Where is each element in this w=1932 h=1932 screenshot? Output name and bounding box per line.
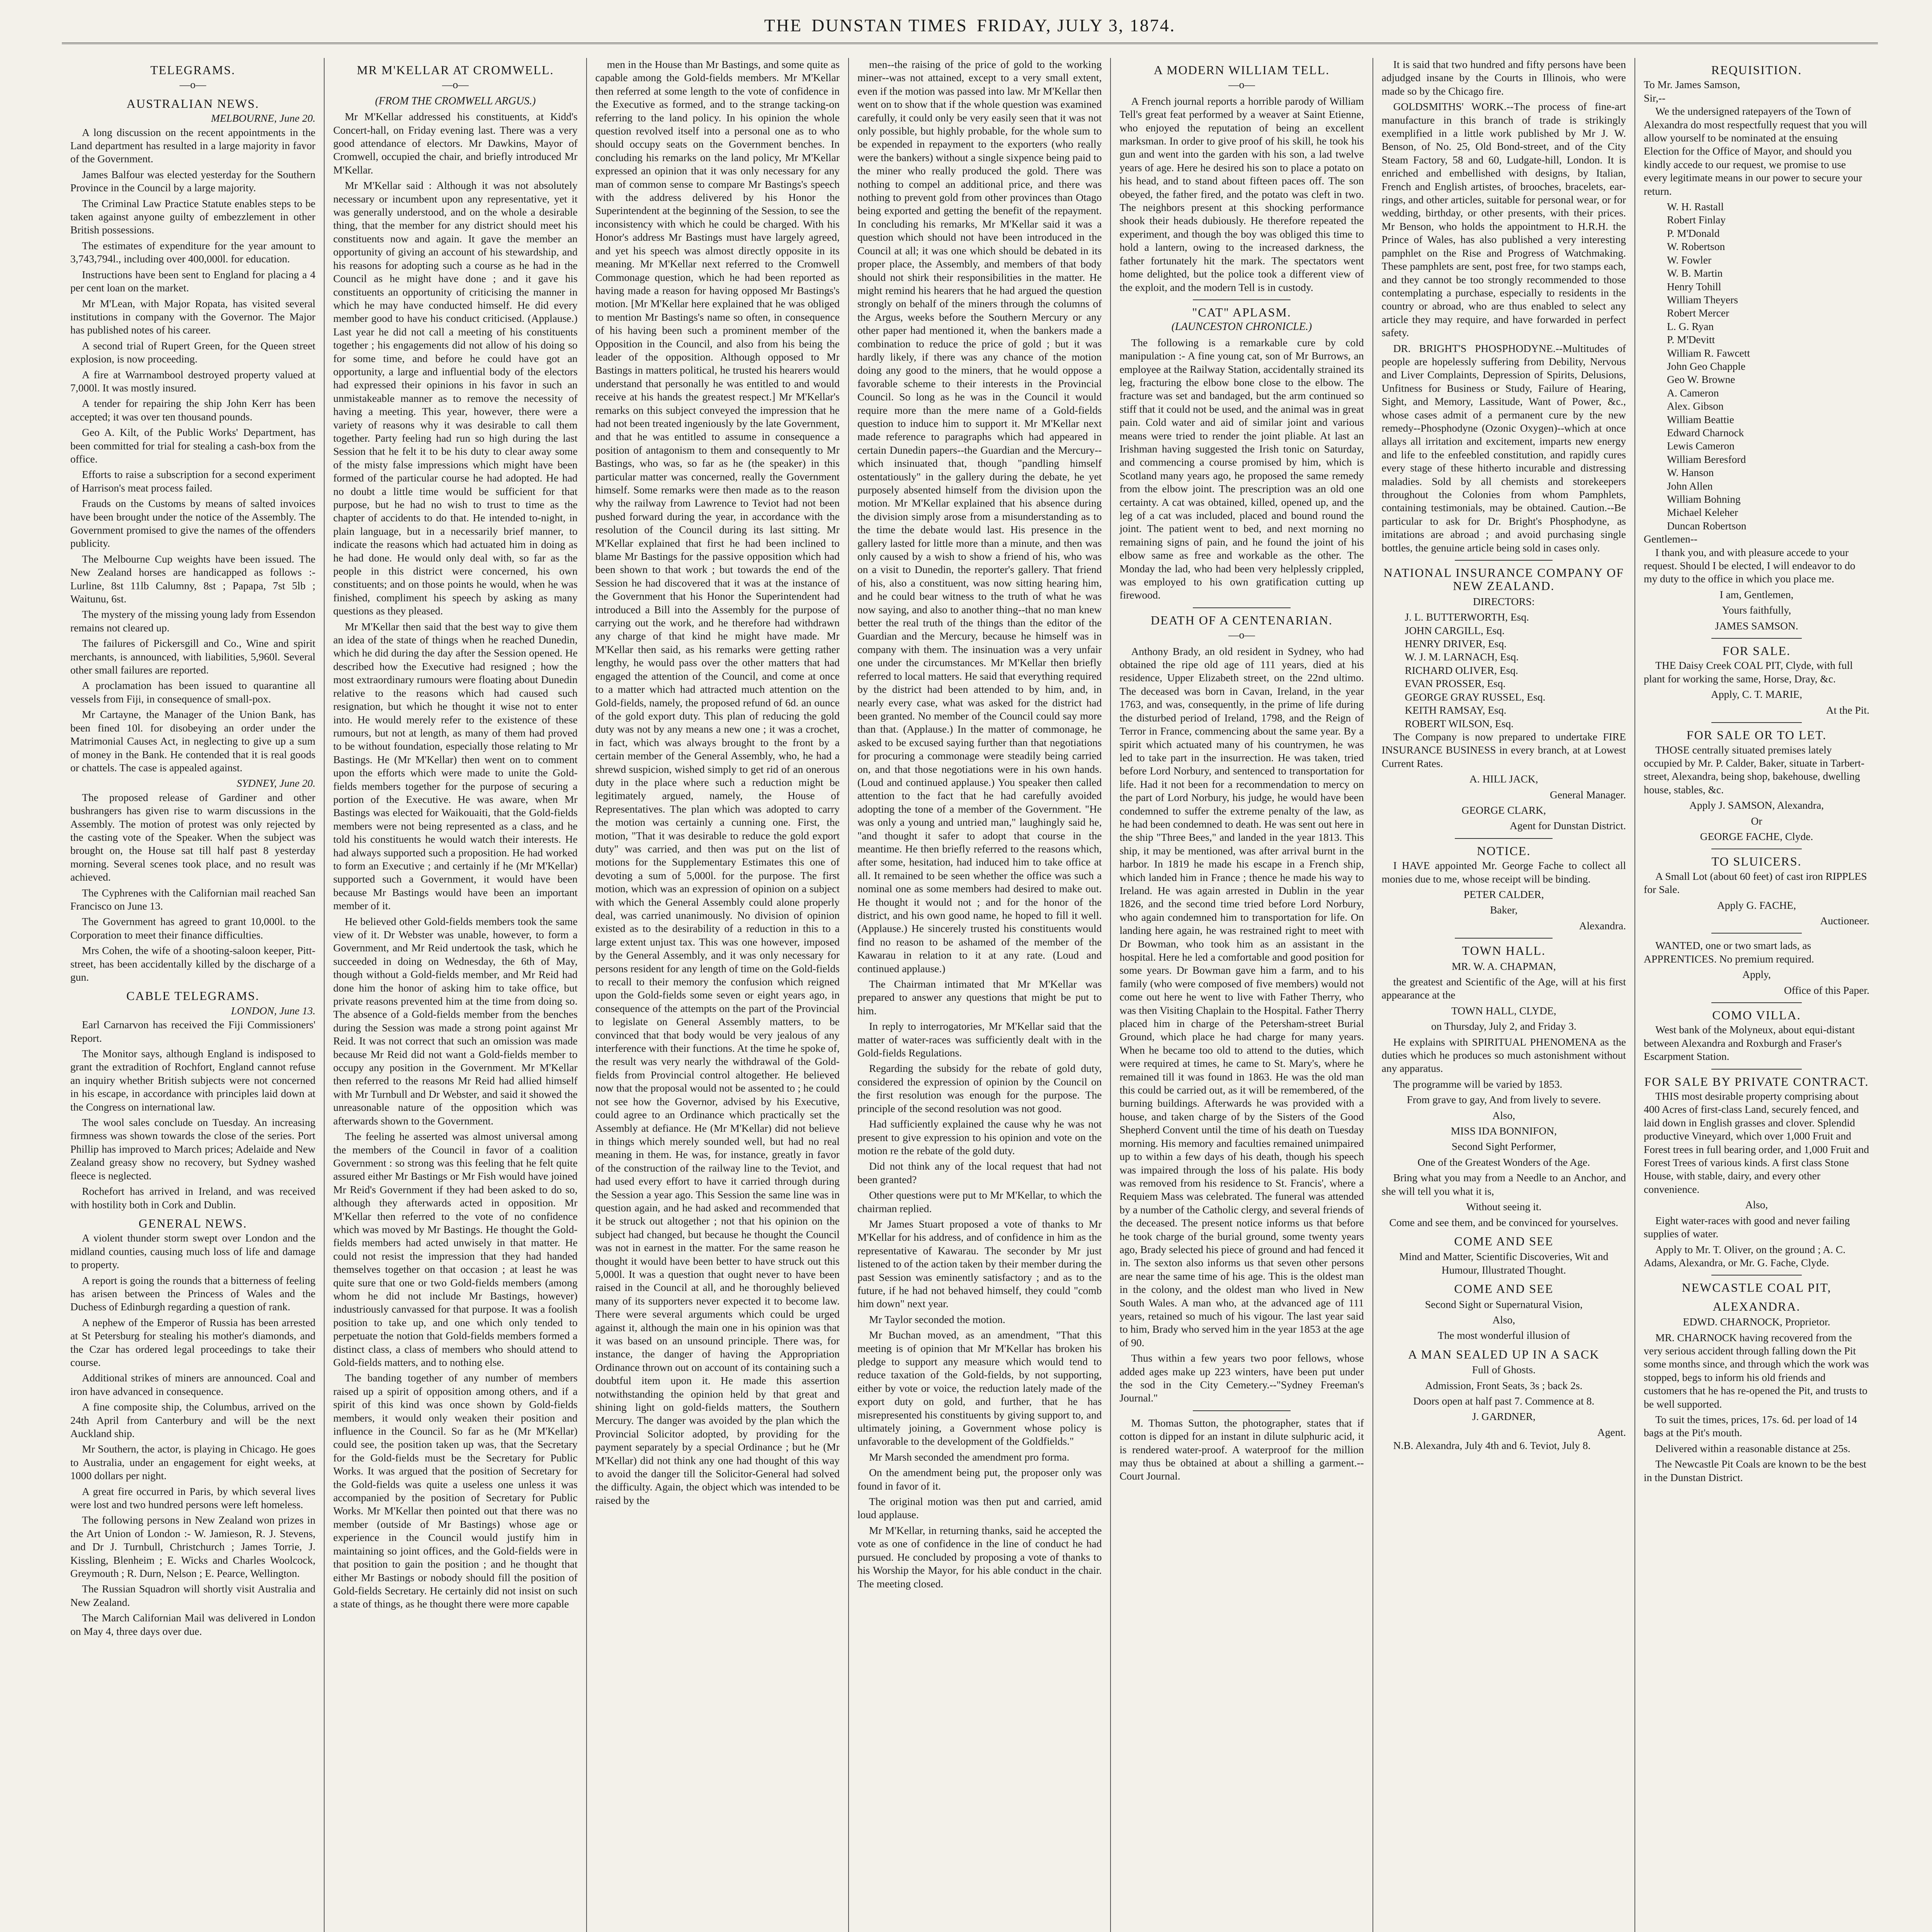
coal-pit-text: THE Daisy Creek COAL PIT, Clyde, with full plant for working the same, Horse, Dray, &c. [1644, 659, 1853, 685]
paragraph: A nephew of the Emperor of Russia has been arrested at St Petersburg for stealing his mother's diamonds, and the Czar has ordered legal proceedings to take their course. [70, 1316, 316, 1368]
paragraph: Mr Southern, the actor, is playing in Chicago. He goes to Australia, under an engagement for eight weeks, at 1000 dollars per night. [70, 1443, 316, 1482]
name-entry: Henry Tohill [1667, 280, 1721, 293]
paragraph: Mr M'Kellar then said that the best way to give them an idea of the state of things when he reached Dunedin, which he did during the day after the Session opened. He described how the Executive had resigned ; how the most extraordinary rumours were floating about Dunedin relative to the reasons which had caused such resignation, but which he thought it wise not to enter into. He would merely refer to the existence of these rumours, but not at length, as many of them had proved to be without foundation, especially those relating to Mr Bastings. He (Mr M'Kellar) then went on to comment upon the efforts which were made to unite the Gold-fields members together for the purpose of securing a portion of the Executive. He was aware, when Mr Bastings was elected for Waikouaiti, that the Gold-fields members were not being represented as a class, and he told his constituents he would watch their interests. He had always supported such a proposition. He had worked to form an Executive ; and certainly if he (Mr M'Kellar) supported such a Government, it would have been because Mr Bastings would have been an important member of it. [333, 620, 578, 912]
sluicers-heading: TO SLUICERS. [1711, 854, 1802, 869]
paragraph: The proposed release of Gardiner and other bushrangers has given rise to warm discussions in the Assembly. The motion of protest was only rejected by the casting vote of the Speaker. When the subject was brought on, the House sat till half past 8 yesterday morning. Several scenes took place, and no result was achieved. [70, 791, 316, 883]
divider [1455, 838, 1553, 839]
gardner-name: J. GARDNER, [1472, 1410, 1536, 1423]
paragraph: Mr Buchan moved, as an amendment, "That this meeting is of opinion that Mr M'Kellar has broken his pledge to support any measure which would tend to reduce taxation of the Gold-fields, by not supporting, either by vote or voice, the reduction lately made of the export duty on gold, and further, that he has misrepresented his constituents by giving support to, and ultimately joining, a Government whose policy is unfavorable to the development of the Goldfields." [857, 1329, 1102, 1447]
name-entry: RICHARD OLIVER, Esq. [1405, 664, 1518, 676]
paragraph: The estimates of expenditure for the year amount to 3,743,794l., including over 400,000l. for education. [70, 239, 316, 265]
name-entry: Edward Charnock [1667, 426, 1744, 439]
admission-text: Admission, Front Seats, 3s ; back 2s. [1425, 1379, 1583, 1391]
ida-text-3: Bring what you may from a Needle to an Anchor, and she will tell you what it is, [1381, 1172, 1626, 1197]
directors-list [1382, 611, 1626, 730]
name-entry: ROBERT WILSON, Esq. [1405, 717, 1514, 730]
australian-news-paras [70, 126, 315, 775]
nb-text: N.B. Alexandra, July 4th and 6. Teviot, July 8. [1393, 1439, 1591, 1452]
name-entry: EVAN PROSSER, Esq. [1405, 677, 1506, 690]
paragraph: Additional strikes of miners are announced. Coal and iron have advanced in consequence. [70, 1372, 316, 1397]
paragraph: Instructions have been sent to England for placing a 4 per cent loan on the market. [70, 268, 316, 294]
paragraph: The Government has agreed to grant 10,000l. to the Corporation to meet their finance difficulties. [70, 915, 316, 941]
masthead [62, 12, 1878, 39]
sealed-text: Full of Ghosts. [1472, 1364, 1536, 1376]
columns [62, 58, 1634, 1932]
name-entry: William Beresford [1667, 453, 1746, 465]
ida-name: MISS IDA BONNIFON, [1451, 1125, 1557, 1137]
insurance-text: The Company is now prepared to undertake FIRE INSURANCE BUSINESS in every branch, at at Lowest Current Rates. [1381, 730, 1626, 769]
paragraph: The original motion was then put and carried, amid loud applause. [857, 1495, 1102, 1521]
name-entry: Robert Mercer [1667, 307, 1730, 319]
mckellar-cont-paras [595, 58, 840, 1507]
directors-heading: DIRECTORS: [1473, 595, 1535, 607]
samson-reply: I thank you, and with pleasure accede to your request. Should I be elected, I will endeavor to do my duty to the office in which you place me. [1644, 546, 1855, 585]
paragraph: men--the raising of the price of gold to the working miner--was not attained, except to a very small extent, even if the motion was passed into law. Mr M'Kellar then went on to show that if the whole question was examined carefully, it could only be very easily seen that it was not only possible, but highly probable, for the whole sum to be expended in repayment to the exporters (who really were the bankers) without a single sixpence being paid to the miner who really produced the gold. There was nothing to compel an additional price, and there was nothing to prevent gold from other provinces than Otago being exported and getting the benefit of the repayment. In concluding his remarks, Mr M'Kellar said it was a question which should not have been introduced in the Council at all; it was one which should be debated in its proper place, the Assembly, and members of that body should not shirk their responsibilities in the matter. He might remind his hearers that he had argued the question strongly on behalf of the miners through the columns of the Argus, weeks before the Southern Mercury or any other paper had mentioned it, when the bankers made a combination to reduce the price of gold ; but it was hardly likely, if there was any chance of the motion doing any good to the miners, that he would oppose a favorable scheme to their interests in the Provincial Council. So long as he was in the Council it would require more than the mere name of a Gold-fields question to induce him to support it. Mr M'Kellar next made reference to paragraphs which had appeared in certain Dunedin papers--the Guardian and the Mercury--which insinuated that, though "pandling himself ostentatiously" in the gallery during the debate, he yet purposely absented himself from the division upon the motion. Mr M'Kellar explained that his absence during the division simply arose from a misunderstanding as to the time the debate would last. His presence in the gallery lasted for little more than a minute, and then was only caused by a wish to show a friend of his, who was on a visit to Dunedin, the reporter's gallery. That friend of his, also a constituent, was now sitting hearing him, and he could bear witness to the truth of what he was now saying, and also to another thing--that no man knew better the real truth of the things than the editor of the Guardian and the Mercury, because he himself was in company with them. The insinuation was a very unfair one under the circumstances. Mr M'Kellar then briefly referred to local matters. He said that everything required by the district had been attended to by him, and, in nearly every case, what was asked for the district had been granted. No member of the Council could say more than that. (Applause.) In the matter of commonage, he asked to be excused saying further than that negotiations for procuring a commonage were steadily being carried on, and that those negotiations were in his own hands. (Loud and continued applause.) You speaker then called attention to the fact that he had carefully avoided adopting the tone of a member of the Government. "He was only a young and untried man," laughingly said he, "and thought it safer to adopt that course in the meantime. He then briefly referred to the reasons which, after some, hesitation, had induced him to take office at all. It remained to be seen whether the office was such a nominal one as some members had desired to make out. He thought it would not ; and for the honor of the district, and his own good name, he hoped to fill it well. (Applause.) He sincerely trusted his constituents would find no reason to be ashamed of the member of the Kawarau in relation to it at any rate. (Loud and continued applause.) [857, 58, 1102, 975]
name-entry: W. H. Rastall [1667, 201, 1724, 213]
requisition-heading: REQUISITION. [1711, 63, 1802, 77]
centenarian-text: Anthony Brady, an old resident in Sydney, who had obtained the ripe old age of 111 years, died at his residence, Upper Elizabeth street, on the 22nd ultimo. The deceased was born in Cavan, Ireland, in the year 1763, and was, consequently, in the prime of life during the disturbed period of Ireland, 1798, and the Reign of Terror in France, commencing about the same year. By a spirit which actuated many of his countrymen, he was led to take part in the insurrection. He was taken, tried before Lord Norbury, and sentenced to transportation for life. Had it not been for a recommendation to mercy on the part of Lord Norbury, his judge, he would have been condemned to suffer the extreme penalty of the law, as he had been condemned to death. He was sent out here in the ship "Three Bees," and landed in the year 1813. This ship, it may be mentioned, was after arrival burnt in the harbor. In 1819 he made his escape in a French ship, which landed him in France ; thence he made his way to Ireland. He was again arrested in Dublin in the year 1826, and the second time tried before Lord Norbury, who again condemned him to transportation for life. On landing here again, he was restrained right to meet with Dr Bowman, who took him as an assistant in the hospital. Here he led a comfortable and good position for some years. Dr Bowman gave him a farm, and to his family (who were composed of five members) would not come out here he went to live with Father Therry, who was then Visiting Chaplain to the Hospital. Father Therry placed him in charge of the Petersham-street Burial Ground, which place he had charge for many years. When he became too old to attend to the duties, which were required at times, he came to St. Mary's, where he remained till it was found in 1863. He was the old man this could be carried out, as it will be remembered, of the burning buildings. Afterwards he was provided with a house, and taken charge of by the Sisters of the Good Shepherd Convent until the time of his death on Tuesday morning. His memory and faculties remained unimpaired up to within a few days of his death, though his speech was impaired through the loss of his palate. His body was removed from his residence to St. Francis', where a Requiem Mass was celebrated. The funeral was attended by a number of the Catholic clergy, and several friends of the deceased. The present notice informs us that before he took charge of the burial ground, some twenty years ago, Brady selected his piece of ground and had fenced it in. The sexton also informs us that seven other persons are near the same time of his age. This is the oldest man in the colony, and the oldest man who lived in New South Wales. A man who, at the advanced age of 111 years, retained so much of his vigour. The last year said to him, Brady who served him in the year 1853 at the age of 90. [1119, 645, 1364, 1349]
name-entry: William Beattie [1667, 413, 1734, 425]
divider [1711, 1275, 1802, 1276]
requisition-text: We the undersigned ratepayers of the Town of Alexandra do most respectfully request that you will allow yourself to be nominated at the ensuing Election for the Office of Mayor, and should you kindly accede to our request, we promise to use every legitimate means in our power to secure your return. [1644, 105, 1867, 197]
chapman-text: the greatest and Scientific of the Age, will at his first appearance at the [1381, 976, 1626, 1001]
doors-text: Doors open at half past 7. Commence at 8. [1413, 1395, 1595, 1407]
sluicers-apply: Apply G. FACHE, [1717, 899, 1796, 911]
paragraph: A long discussion on the recent appointments in the Land department has resulted in a large majority in favor of the Government. [70, 126, 316, 165]
separator: —o— [179, 78, 206, 91]
separator: —o— [1228, 78, 1255, 91]
name-entry: HENRY DRIVER, Esq. [1405, 638, 1507, 650]
premises-or: Or [1751, 815, 1762, 827]
column-1 [62, 58, 324, 1932]
chapman-name: MR. W. A. CHAPMAN, [1451, 960, 1556, 972]
paragraph: The following persons in New Zealand won prizes in the Art Union of London :- W. Jamieson, R. J. Stevens, and Dr J. Turnbull, Christchurch ; James Torrie, J. Kissling, Blenheim ; E. Wicks and Charles Woolcock, Greymouth ; R. Durn, Nelson ; E. Pearce, Wellington. [70, 1514, 316, 1580]
ida-text-5: Come and see them, and be convinced for yourselves. [1389, 1216, 1619, 1228]
notice-heading: NOTICE. [1477, 844, 1531, 858]
paragraph: A tender for repairing the ship John Kerr has been accepted; it was over ten thousand pounds. [70, 397, 316, 423]
name-entry: P. M'Donald [1667, 227, 1720, 239]
column-3 [586, 58, 848, 1932]
dateline: SYDNEY, June 20. [236, 777, 316, 789]
samson-reply-3: Yours faithfully, [1722, 604, 1791, 616]
chapman-text-4: From grave to gay, And from lively to severe. [1406, 1094, 1601, 1106]
mckellar-paras [333, 110, 577, 1611]
wanted-office: Office of this Paper. [1784, 984, 1869, 996]
name-entry: P. M'Devitt [1667, 333, 1715, 346]
paragraph: Other questions were put to Mr M'Kellar, to which the chairman replied. [857, 1189, 1102, 1214]
private-contract-text: THIS most desirable property comprising about 400 Acres of first-class Land, securely fenced, and laid down in English grasses and clover. Splendid productive Vineyard, which over 1,000 Fruit and Forest trees in full bearing order, and 1,000 Fruit and Forest Trees of various kinds. A first class Stone House, with stable, dairy, and every other convenience. [1644, 1090, 1869, 1195]
paragraph: men in the House than Mr Bastings, and some quite as capable among the Gold-fields members. Mr M'Kellar then referred at some length to the vote of confidence in the Executive as formed, and to the strange tacking-on referring to the land policy. In his opinion the whole question revolved itself into a personal one as to who should occupy seats on the Government benches. In concluding his remarks on the land policy, Mr M'Kellar expressed an opinion that it was only necessary for any man of common sense to compare Mr Bastings's speech with the address delivered by his Honor the Superintendent at the beginning of the Session, to see the inconsistency with which he could be charged. With his Honor's address Mr Bastings must have largely agreed, and yet his speech was almost directly opposite in its meaning. Mr M'Kellar next referred to the Cromwell Commonage question, which he had been reported as having made a reason for having opposed Mr Bastings's motion. [Mr M'Kellar here explained that he was obliged to mention Mr Bastings's name so often, in consequence of his having been such a prominent member of the Opposition in the Council, and also from his being the leader of the opposition. Although opposed to Mr Bastings in matters political, he trusted his hearers would understand that personally he was entitled to and would receive at his hands the greatest respect.] Mr M'Kellar's remarks on this subject conveyed the impression that he had not been treated ingeniously by the late Government, and that he was entitled to assume in consequence a position of antagonism to them and consequently to Mr Bastings, who was, so far as he (the speaker) in this particular matter was concerned, really the Government himself. Some remarks were then made as to the reason why the railway from Lawrence to Teviot had not been pushed forward during the year, in accordance with the resolution of the Council during its last sitting. Mr M'Kellar explained that first he had been inclined to blame Mr Bastings for the passive opposition which had been shown to that work ; but towards the end of the Session he had discovered that it was at the instance of the Government that his Honor the Superintendent had introduced a Bill into the Assembly for the purpose of carrying out the work, and he therefore had withdrawn any charge of that kind he might have made. Mr M'Kellar then said, as his remarks were getting rather lengthy, he would pass over the other matters that had engaged the attention of the Council, and come at once to a matter which had attracted much attention on the Gold-fields, namely, the proposed refund of 6d. an ounce of the gold export duty. This plan of reducing the gold duty was not by any means a new one ; it was a crochet, in fact, which was always brought to the front by a certain member of the General Assembly, who, he had a shrewd suspicion, wished simply to get rid of an onerous duty in the place where such a reduction might be legitimately argued, namely, the House of Representatives. The plan which was adopted to carry the motion was certainly a cunning one. First, the motion, "That it was desirable to reduce the gold export duty" was carried, and then was put on the list of motions for the Supplementary Estimates this one of devoting a sum of 5,000l. for the purpose. The first motion, which was an expression of opinion on a subject with which the General Assembly could alone properly deal, was carried unanimously. No division of opinion existed as to the desirability of a reduction in this to a large extent unjust tax. This was one however, imposed by the General Assembly, and it was only necessary for persons resident for any length of time on the Gold-fields to recall to their memory the confusion which reigned upon the Gold-fields some seven or eight years ago, in consequence of the attempts on the part of the Provincial to legislate on General Assembly matters, to be convinced that that body would be very jealous of any interference with their functions. At the time he spoke of, the result was very nearly the withdrawal of the Gold-fields from Provincial control altogether. He believed now that the proposal would not be assented to ; he could not see how the Governor, advised by his Executive, could agree to an Ordinance which practically set the Assembly at defiance. He (Mr M'Kellar) did not believe in things which merely sounded well, but had no real meaning in them. He was, for instance, greatly in favor of the construction of the railway line to the Teviot, and had used every effort to have it carried through during the Session a year ago. This Session the same line was in question again, and he had asked and recommended that it be struck out altogether ; not that his opinion on the subject had changed, but because he thought the Council was not in earnest in the matter. For the same reason he thought it would have been better to have struck out this 5,000l. It was a question that ought never to have been raised in the Council at all, and he thoroughly believed many of its supporters never expected it to become law. There were several arguments which could be urged against it, although the main one in his opinion was that it was based on an unsound principle. There was, for instance, the danger of having the Appropriation Ordinance thrown out on account of its containing such a doubtful item upon it. He made this assertion notwithstanding the opinion held by that great and shining light on gold-fields matters, the Southern Mercury. The danger was avoided by the plan which the Provincial Solicitor adopted, by providing for the payment separately by a special Ordinance ; but he (Mr M'Kellar) did not think any one had thought of this way to avoid the danger till the Solicitor-General had solved the difficulty. Again, the object which was intended to be raised by the [595, 58, 840, 1506]
insurance-agent-role: Agent for Dunstan District. [1510, 820, 1626, 832]
paragraph: A great fire occurred in Paris, by which several lives were lost and two hundred persons were left homeless. [70, 1485, 316, 1511]
column-5 [1110, 58, 1372, 1932]
column-2 [324, 58, 586, 1932]
paragraph: Geo A. Kilt, of the Public Works' Department, has been committed for trial for stealing a cash-box from the office. [70, 426, 316, 465]
private-also: Also, [1745, 1199, 1768, 1211]
masthead-rule [62, 43, 1878, 44]
centenarian-heading: DEATH OF A CENTENARIAN. [1151, 613, 1333, 627]
name-entry: J. L. BUTTERWORTH, Esq. [1405, 611, 1529, 623]
cataplasm-heading: "CAT" APLASM. [1192, 305, 1291, 319]
insurance-title: NATIONAL INSURANCE COMPANY OF NEW ZEALAND. [1383, 566, 1624, 593]
mckellar-heading: MR M'KELLAR AT CROMWELL. [357, 63, 554, 77]
paragraph: On the amendment being put, the proposer only was found in favor of it. [857, 1466, 1102, 1492]
paragraph: A second trial of Rupert Green, for the Queen street explosion, is now proceeding. [70, 339, 316, 365]
mckellar-end-paras [857, 58, 1102, 1590]
paragraph: Frauds on the Customs by means of salted invoices have been brought under the notice of the Assembly. The Government promised to give the names of the offenders publicity. [70, 497, 316, 549]
general-news-paras [70, 1231, 315, 1638]
divider [1193, 607, 1291, 608]
insurance-sig: A. HILL JACK, [1469, 773, 1538, 785]
samson-sig: JAMES SAMSON. [1715, 619, 1798, 632]
premises-apply: Apply J. SAMSON, Alexandra, [1689, 799, 1824, 811]
masthead-article: THE [764, 15, 803, 35]
name-entry: W. B. Martin [1667, 267, 1723, 279]
waterproof-text: M. Thomas Sutton, the photographer, states that if cotton is dipped for an instant in dilute sulphuric acid, it is rendered water-proof. A waterproof for the million may thus be obtained at about a shilling a garment.--Court Journal. [1119, 1417, 1364, 1482]
cataplasm-source: (LAUNCESTON CHRONICLE.) [1171, 321, 1312, 333]
divider [1711, 722, 1802, 723]
paragraph: Efforts to raise a subscription for a second experiment of Harrison's meat process failed. [70, 468, 316, 494]
paragraph: Mr M'Kellar addressed his constituents, at Kidd's Concert-hall, on Friday evening last. There was a very good attendance of electors. Mr Dawkins, Mayor of Cromwell, occupied the chair, and briefly introduced Mr M'Kellar. [333, 111, 578, 176]
chapman-venue: TOWN HALL, CLYDE, [1451, 1004, 1556, 1017]
ida-text-1: Second Sight Performer, [1451, 1140, 1556, 1153]
masthead-date: FRIDAY, JULY 3, 1874. [976, 15, 1176, 35]
australian-news-heading: AUSTRALIAN NEWS. [126, 96, 259, 111]
premises-text: THOSE centrally situated premises lately occupied by Mr. P. Calder, Baker, situate in Tarbert-street, Alexandra, being shop, bakehouse, dwelling house, stables, &c. [1644, 743, 1865, 796]
name-entry: W. Hanson [1667, 466, 1714, 479]
coal-pit-apply: Apply, C. T. MARIE, [1711, 688, 1803, 701]
paragraph: In reply to interrogatories, Mr M'Kellar said that the matter of water-races was sufficiently dealt with in the Gold-fields Regulations. [857, 1020, 1102, 1059]
name-entry: John Allen [1667, 480, 1713, 492]
divider [1193, 1410, 1291, 1411]
also-label: Also, [1492, 1109, 1515, 1121]
sluicers-text: A Small Lot (about 60 feet) of cast iron RIPPLES for Sale. [1644, 870, 1867, 896]
name-entry: Robert Finlay [1667, 214, 1726, 226]
divider [1455, 560, 1553, 561]
paragraph: The March Californian Mail was delivered in London on May 4, three days over due. [70, 1612, 316, 1637]
name-entry: William Bohning [1667, 493, 1741, 505]
divider [1711, 933, 1802, 934]
premises-fache: GEORGE FACHE, Clyde. [1700, 830, 1813, 842]
paragraph: The wool sales conclude on Tuesday. An increasing firmness was shown towards the close of the series. Port Phillip has improved to March prices; Adelaide and New Zealand greasy show no recovery, but Sydney washed fleece is neglected. [70, 1116, 316, 1182]
paragraph: Mr M'Lean, with Major Ropata, has visited several institutions in company with the Governor. The Major has published notes of his career. [70, 297, 316, 336]
paragraph: The mystery of the missing young lady from Essendon remains not cleared up. [70, 608, 316, 634]
paragraph: Mr Taylor seconded the motion. [869, 1313, 1005, 1325]
column-7 [1634, 58, 1878, 1932]
wanted-text: WANTED, one or two smart lads, as APPRENTICES. No premium required. [1644, 939, 1814, 965]
william-tell-text: A French journal reports a horrible parody of William Tell's great feat performed by a weaver at Saint Etienne, who enjoyed the reputation of being an excellent marksman. In order to give proof of his skill, he took his gun and went into the garden with his son, a lad twelve years of age. Here he desired his son to place a potato on his head, and to stand about fifteen paces off. The son obeyed, the father fired, and the potato was cleft in two. The neighbors present at this shocking performance shook their heads dubiously. He therefore repeated the experiment, and though the boy was obliged this time to hold a lantern, owing to the increased darkness, the father fortunately hit the mark. The spectators went home delighted, but the police took a different view of the exploit, and the modern Tell is in custody. [1119, 95, 1364, 293]
separator: —o— [1228, 629, 1255, 641]
ida-text-2: One of the Greatest Wonders of the Age. [1417, 1156, 1590, 1168]
wanted-apply: Apply, [1742, 968, 1771, 981]
newcastle-heading-2: ALEXANDRA. [1713, 1299, 1801, 1313]
notice-sig: PETER CALDER, [1463, 888, 1544, 900]
paragraph: Regarding the subsidy for the rebate of gold duty, considered the expression of opinion by the Council on the first resolution was enough for the purpose. The principle of the second resolution was not good. [857, 1062, 1102, 1114]
newcastle-heading: NEWCASTLE COAL PIT, [1682, 1281, 1832, 1295]
paragraph: The banding together of any number of members raised up a spirit of opposition among others, and if a spirit of this kind was once shown by Gold-fields members, it would only weaken their position and influence in the Council. So far as he (Mr M'Kellar) could see, the position taken up was, that the Secretary for the Gold-fields must be the Secretary for Public Works. It was argued that the position of Secretary for the Gold-fields was quite a useless one unless it was accompanied by the position of Secretary for Public Works. Mr M'Kellar then pointed out that there was no member (outside of Mr Bastings) whose age or experience in the Council would justify him in maintaining so joint offices, and the Gold-fields were in that position to gain the position ; and he thought that either Mr Bastings or nobody should fill the position of Gold-fields Secretary. He certainly did not insist on such a state of things, as he thought there were more capable [333, 1372, 578, 1610]
gardner-role: Agent. [1597, 1426, 1626, 1438]
newcastle-text: MR. CHARNOCK having recovered from the very serious accident through falling down the Pit some months since, and through which the work was stopped, begs to inform his old friends and customers that he has re-opened the Pit, and trusts to be well supported. [1644, 1331, 1869, 1410]
chapman-text-2: He explains with SPIRITUAL PHENOMENA as the duties which he produces so much astonishment without any apparatus. [1381, 1036, 1626, 1075]
name-entry: Duncan Robertson [1667, 519, 1747, 532]
sydney-paras [70, 791, 315, 984]
name-entry: Michael Keleher [1667, 506, 1738, 519]
notice-sig-2: Baker, [1490, 904, 1518, 916]
centenarian-text-2: Thus within a few years two poor fellows, whose added ages make up 223 winters, have been put under the sod in the City Cemetery.--"Sydney Freeman's Journal." [1119, 1352, 1364, 1404]
paragraph: A proclamation has been issued to quarantine all vessels from Fiji, in consequence of small-pox. [70, 679, 316, 705]
cataplasm-text: The following is a remarkable cure by cold manipulation :- A fine young cat, son of Mr Burrows, an employee at the Railway Station, accidentally strained its leg, fracturing the elbow bone close to the elbow. The fracture was set and bandaged, but the arm continued so stiff that it could not be used, and the animal was in great pain. Cold water and aid of similar joint and various means were tried to render the joint pliable. At last an Irishman having suggested the Irish tonic on Saturday, and commencing a course promised by him, which is Scotland many years ago, he proposed the same remedy from the elbow joint. The prescription was an old one certainty. A cat was obtained, killed, opened up, and the leg of a cat was included, placed and bound round the joint. The patient went to bed, and next morning no remaining signs of pain, and he found the joint of his elbow same as free and workable as the other. The Monday the lad, who had been very helplessly crippled, was employed to his own gratification cutting up firewood. [1119, 336, 1364, 601]
cable-paras [70, 1018, 315, 1211]
notice-sig-3: Alexandra. [1579, 919, 1626, 932]
paragraph: The Russian Squadron will shortly visit Australia and New Zealand. [70, 1583, 316, 1608]
requisition-sir: Sir,-- [1644, 92, 1666, 104]
divider [1711, 1002, 1802, 1003]
name-entry: GEORGE GRAY RUSSEL, Esq. [1405, 690, 1546, 703]
chapman-dates: on Thursday, July 2, and Friday 3. [1431, 1020, 1577, 1032]
goldsmiths-note: GOLDSMITHS' WORK.--The process of fine-art manufacture in this branch of trade is strikingly exemplified in a little work published by Mr J. W. Benson, of No. 25, Old Bond-street, and of the City Steam Factory, 58 and 60, Ludgate-hill, London. It is enriched and embellished with designs, by Italian, French and English artistes, of brooches, bracelets, ear-rings, and other articles, suitable for personal wear, or for wedding, birthday, or other presents, with their prices. Mr Benson, who holds the appointment to H.R.H. the Prince of Wales, has also published a very interesting pamphlet on the Rise and Progress of Watchmaking. These pamphlets are sent, post free, for two stamps each, and they cannot be too strongly recommended to those contemplating a purchase, especially to residents in the country or abroad, who are thus enabled to select any article they may require, and have forwarded in perfect safety. [1381, 100, 1626, 339]
come-and-see-1: COME AND SEE [1454, 1234, 1554, 1248]
paragraph: He believed other Gold-fields members took the same view of it. Dr Webster was unable, however, to form a Government, and Mr Reid undertook the task, which he succeeded in doing on Wednesday, the 6th of May, though without a Gold-fields member, and Mr Reid had done him the honor of asking him to take office, but private reasons prevented him at the time from doing so. The absence of a Gold-fields member from the benches during the Session was made a strong point against Mr Reid. It was not correct that such an omission was made because Mr Reid did not want a Gold-fields member to occupy any position in the Government. Mr M'Kellar then referred to the reasons Mr Reid had allied himself with Mr Turnbull and Dr Webster, and said it showed the unreasonable nature of the opposition which was afterwards shown to the Government. [333, 915, 578, 1127]
paragraph: The Monitor says, although England is indisposed to grant the extradition of Rochfort, England cannot refuse an inquiry whether British subjects were not concerned in his escape, in accordance with principles laid down at the Congress on international law. [70, 1048, 316, 1113]
name-entry: JOHN CARGILL, Esq. [1405, 624, 1505, 636]
chapman-text-3: The programme will be varied by 1853. [1393, 1078, 1563, 1090]
newcastle-proprietor: EDWD. CHARNOCK, Proprietor. [1683, 1316, 1830, 1328]
gentlemen-label: Gentlemen-- [1644, 533, 1697, 545]
como-villa-heading: COMO VILLA. [1712, 1008, 1801, 1022]
general-news-heading: GENERAL NEWS. [138, 1216, 247, 1230]
paragraph: Mr James Stuart proposed a vote of thanks to Mr M'Kellar for his address, and of confidence in him as the representative of Kawarau. The seconder by Mr just listened to of the action taken by their member during the past Session was eminently satisfactory ; and as to the future, if he had not behaved himself, they could "comb him down" next year. [857, 1218, 1102, 1310]
paragraph: A violent thunder storm swept over London and the midland counties, causing much loss of life and damage to property. [70, 1232, 316, 1271]
divider [1711, 638, 1802, 639]
town-hall-heading: TOWN HALL. [1462, 944, 1546, 958]
column-4 [848, 58, 1110, 1932]
paragraph: The Criminal Law Practice Statute enables steps to be taken against anyone guilty of embezzlement in other British possessions. [70, 197, 316, 236]
como-villa-text: West bank of the Molyneux, about equi-distant between Alexandra and Roxburgh and Fraser's Escarpment Station. [1644, 1024, 1855, 1063]
name-entry: W. Robertson [1667, 240, 1725, 253]
insurance-agent: GEORGE CLARK, [1461, 804, 1546, 816]
paragraph: Mr M'Kellar said : Although it was not absolutely necessary or incumbent upon any representative, yet it was generally understood, and on the whole a desirable thing, that the member for any district should meet his constituents now and again. It gave the member an opportunity of giving an account of his stewardship, and his reasons for adopting such a course as he had in the Council as he might have done ; and it gave his constituents an opportunity of criticising the manner in which he may have conducted himself. He did every member good to have his conduct criticised. (Applause.) Last year he did not call a meeting of his constituents together ; his engagements did not allow of his doing so for some time, and before he could have got an opportunity, a large and influential body of the electors had expressed their opinions in his favor in such an unmistakeable manner as to remove the necessity of having a meeting. This year, however, there were a variety of reasons why it was desirable to call them together. Party feeling had run so high during the last Session that he felt it to be his duty to clear away some of the misty false impressions which might have been formed of the particular course he had adopted. He had no doubt a little time would be sufficient for that purpose, but he had no wish to trust to time as the chapter of accidents to do that. He intended to-night, in plain language, but in a necessarily brief manner, to indicate the reasons which had actuated him in doing as he had done. He would only deal with, so far as the people in this district were concerned, his own constituents; and on those points he would, when he was finished, compliment his speech by asking as many questions as they pleased. [333, 179, 578, 617]
paragraph: The Cyphrenes with the Californian mail reached San Francisco on June 13. [70, 886, 316, 912]
paragraph: The feeling he asserted was almost universal among the members of the Council in favor of a coalition Government : so strong was this feeling that he felt quite assured either Mr Bastings or Mr Fish would have joined Mr Reid's Government if they had been asked to do so, although they afterwards acted in opposition. Mr M'Kellar then referred to the vote of no confidence which was moved by Mr Bastings. He thought the Gold-fields members had acted unwisely in that matter. He could not resist the impression that they had handed themselves together on that occasion ; at least he was quite sure that one or two Gold-fields members (among whom he did not include Mr Bastings, however) industriously canvassed for that purpose. It was a foolish position to take up, and one which only tended to perpetuate the notion that Gold-fields members formed a distinct class, a class of members who should attend to Gold-fields matters, and to nothing else. [333, 1130, 578, 1368]
come-and-see-2-text: Second Sight or Supernatural Vision, [1425, 1298, 1583, 1310]
name-entry: Alex. Gibson [1667, 400, 1724, 412]
name-entry: John Geo Chapple [1667, 360, 1746, 372]
paragraph: Mrs Cohen, the wife of a shooting-saloon keeper, Pitt-street, has been accidentally killed by the discharge of a gun. [70, 944, 316, 983]
sale-or-let-heading: FOR SALE OR TO LET. [1686, 728, 1827, 742]
masthead-title: DUNSTAN TIMES [811, 15, 968, 35]
name-entry: KEITH RAMSAY, Esq. [1405, 704, 1507, 716]
name-entry: W. Fowler [1667, 253, 1712, 266]
paragraph: Rochefort has arrived in Ireland, and was received with hostility both in Cork and Dublin. [70, 1185, 316, 1211]
mckellar-source: (FROM THE CROMWELL ARGUS.) [375, 95, 536, 107]
samson-reply-2: I am, Gentlemen, [1719, 588, 1794, 600]
paragraph: The Melbourne Cup weights have been issued. The New Zealand horses are handicapped as follows :- Lurline, 8st 11lb Calumny, 8st ; Papapa, 7st 5lb ; Waitunu, 6st. [70, 553, 316, 605]
paragraph: The failures of Pickersgill and Co., Wine and spirit merchants, is announced, with liabilities, 5,960l. Several other small failures are reported. [70, 637, 316, 676]
telegrams-heading: TELEGRAMS. [150, 63, 236, 77]
dateline: MELBOURNE, June 20. [211, 112, 316, 124]
coal-pit-at: At the Pit. [1826, 704, 1869, 716]
come-and-see-2-text-3: The most wonderful illusion of [1437, 1329, 1570, 1342]
phosphodyne-note: DR. BRIGHT'S PHOSPHODYNE.--Multitudes of people are hopelessly suffering from Debility, Nervous and Liver Complaints, Depression of Spirits, Delusions, Unfitness for Business or Study, Failure of Hearing, Sight, and Memory, Lassitude, Want of Power, &c., whose cases admit of a permanent cure by the new remedy--Phosphodyne (Ozonic Oxygen)--which at once allays all irritation and excitement, imparts new energy and life to the enfeebled constitution, and rapidly cures every stage of these hitherto incurable and distressing maladies. Sold by all chemists and storekeepers throughout the Colonies from whom Pamphlets, containing testimonials, may be obtained. Caution.--Be particular to ask for Dr. Bright's Phosphodyne, as imitations are abroad ; and avoid purchasing single bottles, the genuine article being sold in cases only. [1381, 342, 1626, 554]
name-entry: W. J. M. LARNACH, Esq. [1405, 651, 1519, 663]
name-entry: Lewis Cameron [1667, 440, 1735, 452]
paragraph: James Balfour was elected yesterday for the Southern Province in the Council by a large majority. [70, 168, 316, 194]
paragraph: A report is going the rounds that a bitterness of feeling has arisen between the Princess of Wales and the Duchess of Edinburgh regarding a question of rank. [70, 1274, 316, 1313]
come-and-see-2-also: Also, [1492, 1313, 1515, 1326]
paragraph: A fine composite ship, the Columbus, arrived on the 24th April from Canterbury and will be the next Auckland ship. [70, 1401, 316, 1439]
william-tell-heading: A MODERN WILLIAM TELL. [1153, 63, 1330, 77]
come-and-see-1-text: Mind and Matter, Scientific Discoveries, Wit and Humour, Illustrated Thought. [1399, 1250, 1609, 1276]
divider [1455, 938, 1553, 939]
requisition-names [1644, 200, 1869, 532]
paragraph: Mr Marsh seconded the amendment pro forma. [869, 1451, 1070, 1463]
newcastle-text-3: Delivered within a reasonable distance at 25s. [1655, 1442, 1850, 1454]
cable-heading: CABLE TELEGRAMS. [126, 989, 260, 1003]
name-entry: L. G. Ryan [1667, 320, 1714, 332]
ida-text-4: Without seeing it. [1466, 1201, 1542, 1213]
name-entry: Geo W. Browne [1667, 373, 1735, 386]
private-contract-heading: FOR SALE BY PRIVATE CONTRACT. [1644, 1074, 1869, 1088]
paragraph: A fire at Warrnambool destroyed property valued at 7,000l. It was mostly insured. [70, 368, 316, 394]
paragraph: Earl Carnarvon has received the Fiji Commissioners' Report. [70, 1019, 316, 1044]
name-entry: A. Cameron [1667, 386, 1719, 399]
paragraph: Did not think any of the local request that had not been granted? [857, 1160, 1102, 1185]
separator: —o— [442, 78, 469, 91]
column-6 [1372, 58, 1634, 1932]
paragraph: Had sufficiently explained the cause why he was not present to give expression to his opinion and vote on the motion re the rebate of the gold duty. [857, 1118, 1102, 1156]
name-entry: William Theyers [1667, 293, 1738, 306]
paragraph: Mr M'Kellar, in returning thanks, said he accepted the vote as one of confidence in the line of conduct he had pursued. He concluded by proposing a vote of thanks to his Worship the Mayor, for his able conduct in the chair. The meeting closed. [857, 1524, 1102, 1590]
paragraph: The Chairman intimated that Mr M'Kellar was prepared to answer any questions that might be put to him. [857, 978, 1102, 1017]
dateline: LONDON, June 13. [231, 1004, 316, 1017]
private-text-2: Eight water-races with good and never failing supplies of water. [1644, 1214, 1850, 1240]
newcastle-text-2: To suit the times, prices, 17s. 6d. per load of 14 bags at the Pit's mouth. [1644, 1413, 1857, 1439]
private-apply: Apply to Mr. T. Oliver, on the ground ; A. C. Adams, Alexandra, or Mr. G. Fache, Clyde. [1644, 1243, 1846, 1269]
divider [1711, 1069, 1802, 1070]
newcastle-text-4: The Newcastle Pit Coals are known to be the best in the Dunstan District. [1644, 1458, 1867, 1483]
sluicers-role: Auctioneer. [1820, 914, 1869, 927]
divider [1193, 299, 1291, 300]
for-sale-heading: FOR SALE. [1722, 644, 1791, 658]
paragraph: Mr Cartayne, the Manager of the Union Bank, has been fined 10l. for disobeying an order under the Matrimonial Causes Act, in neglecting to give up a sum of money in the Bank. He contended that it is real goods or chattels. The case is appealed against. [70, 708, 316, 774]
insurance-sig-role: General Manager. [1549, 788, 1626, 801]
insane-note: It is said that two hundred and fifty persons have been adjudged insane by the Courts in Illinois, who were made so by the Chicago fire. [1381, 58, 1626, 97]
notice-text: I HAVE appointed Mr. George Fache to collect all monies due to me, whose receipt will be binding. [1381, 859, 1626, 885]
sealed-heading: A MAN SEALED UP IN A SACK [1408, 1347, 1600, 1361]
come-and-see-2: COME AND SEE [1454, 1282, 1554, 1296]
name-entry: William R. Fawcett [1667, 347, 1750, 359]
requisition-to: To Mr. James Samson, [1644, 78, 1740, 91]
